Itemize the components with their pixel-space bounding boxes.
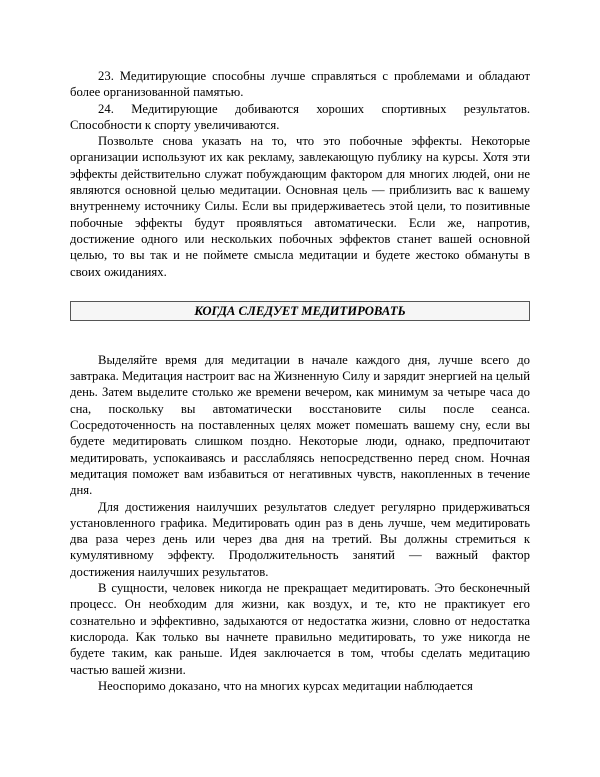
paragraph-regular-schedule: Для достижения наилучших результатов следует регулярно придерживаться установленного графика. Медитировать один раз в день лучше, чем медитировать два раза через день или через два дня на третий. Вы должны стремиться к кумулятивному эффекту. Продолжительность занятий — важный фактор достижения наилучших результатов. <box>70 499 530 579</box>
section-heading: КОГДА СЛЕДУЕТ МЕДИТИРОВАТЬ <box>70 301 530 321</box>
paragraph-item-23: 23. Медитирующие способны лучше справляться с проблемами и обладают более организованной памятью. <box>70 69 530 100</box>
paragraph-when-to-meditate: Выделяйте время для медитации в начале каждого дня, лучше всего до завтрака. Медитация настроит вас на Жизненную Силу и зарядит энергией на целый день. Затем выделите столько же времени вечером, как минимум за четыре часа до сна, поскольку вы автоматически восстановите силы после сеанса. Сосредоточенность на поставленных целях может помешать вашему сну, если вы будете медитировать слишком поздно. Некоторые люди, однако, предпочитают медитировать, успокаиваясь и расслабляясь непосредственно перед сном. Ночная медитация поможет вам избавиться от негативных чувств, накопленных в течение дня. <box>70 352 530 498</box>
paragraph-endless-process: В сущности, человек никогда не прекращает медитировать. Это бесконечный процесс. Он необходим для жизни, как воздух, и те, кто не практикует его сознательно и эффективно, задыхаются от недостатка жизни, словно от недостатка кислорода. Как только вы начнете правильно медитировать, то уже никогда не будете таким, как раньше. Идея заключается в том, чтобы сделать медитацию частью вашей жизни. <box>70 581 530 677</box>
paragraph-side-effects: Позвольте снова указать на то, что это побочные эффекты. Некоторые организации используют их как рекламу, завлекающую публику на курсы. Хотя эти эффекты действительно служат побуждающим фактором для многих людей, они не являются основной целью медитации. Основная цель — приблизить вас к вашему внутреннему источнику Силы. Если вы придерживаетесь этой цели, то позитивные побочные эффекты будут проявляться автоматически. Если же, напротив, достижение одного или нескольких побочных эффектов станет вашей основной целью, то вы так и не поймете смысла медитации и будете жестоко обмануты в своих ожиданиях. <box>70 134 530 279</box>
document-page <box>70 68 530 694</box>
paragraph-courses: Неоспоримо доказано, что на многих курсах медитации наблюдается <box>98 678 473 693</box>
paragraph-item-24: 24. Медитирующие добиваются хороших спортивных результатов. Способности к спорту увеличиваются. <box>70 101 530 132</box>
